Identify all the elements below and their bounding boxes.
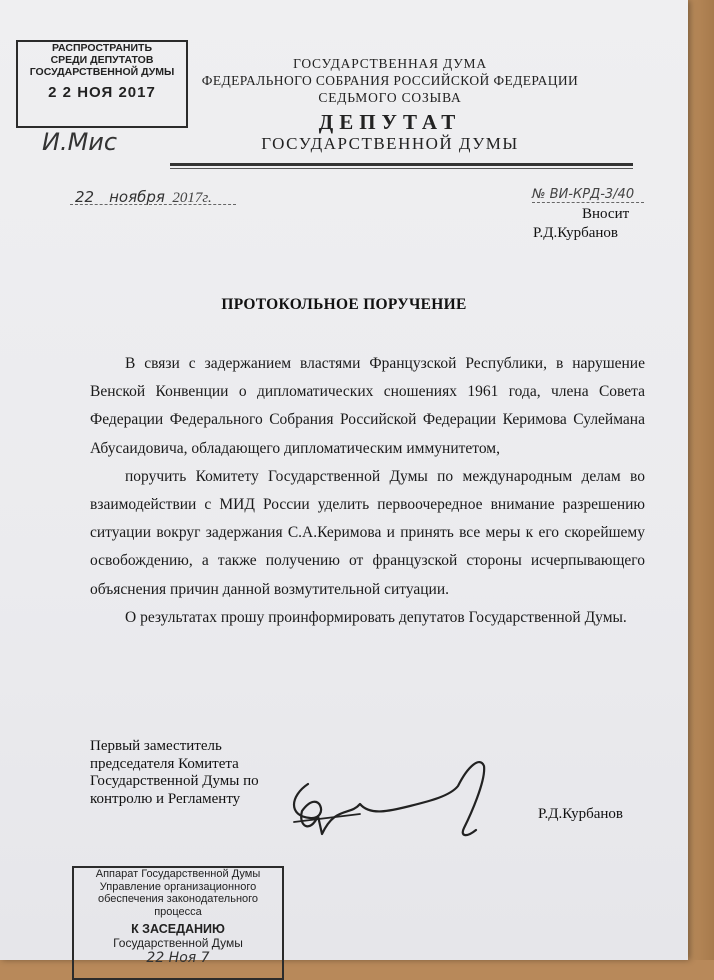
document-title: ПРОТОКОЛЬНОЕ ПОРУЧЕНИЕ [221,296,467,313]
stamp-line: ГОСУДАРСТВЕННОЙ ДУМЫ [29,66,175,78]
date-year: 2017г. [172,190,212,206]
header-line2: ФЕДЕРАЛЬНОГО СОБРАНИЯ РОССИЙСКОЙ ФЕДЕРАЦИИ [201,73,579,88]
document-body [90,350,645,632]
date-day: 22 [75,188,95,206]
date-month: ноября [109,188,165,206]
signatory-position [90,738,259,808]
submits-label: Вносит [582,206,630,222]
stamp-line: обеспечения законодательного [97,893,259,905]
paragraph: О результатах прошу проинформировать депутатов Государственной Думы. [125,608,627,626]
header-duma: ГОСУДАРСТВЕННОЙ ДУМЫ [261,134,519,153]
paragraph: поручить Комитету Государственной Думы по международным делам во взаимодействии с МИД России уделить первоочередное внимание разрешению ситуации вокруг задержания С.А.Керимова и принять все меры к его скорейшему освобождению, а также получению от французской стороны исчерпывающего объяснения причин данной возмутительной ситуации. [90,467,645,598]
header-deputy: ДЕПУТАТ [318,110,462,134]
stamp-line: РАСПРОСТРАНИТЬ [51,42,153,54]
position-line: председателя Комитета [90,755,239,772]
handwritten-initials: И.Мис [42,128,118,156]
paragraph: В связи с задержанием властями Французской Республики, в нарушение Венской Конвенции о дипломатических сношениях 1961 года, члена Совета Федерации Федерального Собрания Российской Федерации Керимова Сулеймана Абусаидовича, обладающего дипломатическим иммунитетом, [90,355,645,457]
position-line: Государственной Думы по [90,773,259,789]
author-name: Р.Д.Курбанов [533,225,618,241]
position-line: контролю и Регламенту [90,790,241,807]
stamp-line: Управление организационного [99,880,257,893]
date-underline [70,204,236,205]
stamp-action: К ЗАСЕДАНИЮ [131,922,225,936]
stamp-handwritten: 22 Ноя 7 [146,950,210,966]
stamp-org: Государственной Думы [113,936,243,950]
document-number: № ВИ-КРД-3/40 [532,187,635,202]
distribution-stamp [16,40,188,128]
letterhead [170,55,610,154]
position-line: Первый заместитель [90,738,222,754]
handwritten-signature [280,756,500,846]
header-rule [170,163,633,166]
registration-stamp [72,866,284,980]
header-rule-thin [170,168,633,169]
stamp-line: Аппарат Государственной Думы [95,868,261,880]
header-line3: СЕДЬМОГО СОЗЫВА [318,90,462,105]
number-underline [532,202,644,203]
stamp-line: процесса [154,905,202,918]
header-line1: ГОСУДАРСТВЕННАЯ ДУМА [293,56,487,71]
stamp-date: 2 2 НОЯ 2017 [48,84,156,101]
stamp-line: СРЕДИ ДЕПУТАТОВ [50,54,154,66]
signatory-name: Р.Д.Курбанов [538,806,623,822]
